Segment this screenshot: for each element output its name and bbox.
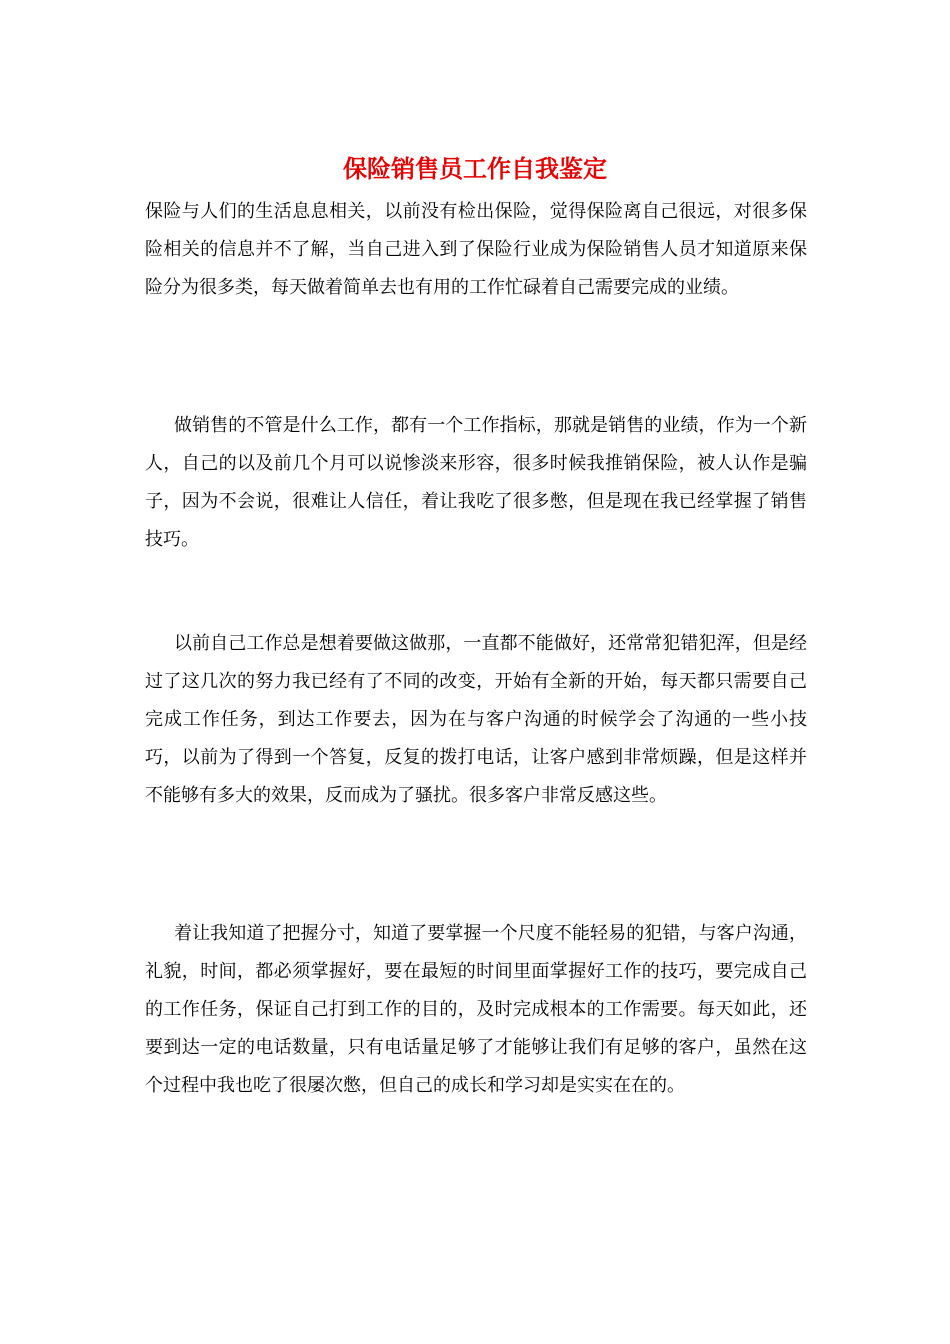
page-title: 保险销售员工作自我鉴定 <box>343 154 607 183</box>
paragraph-2: 做销售的不管是什么工作，都有一个工作指标，那就是销售的业绩，作为一个新人，自己的以及前几个月可以说惨淡来形容，很多时候我推销保险，被人认作是骗子，因为不会说，很难让人信任，着让我吃了很多憋，但是现在我已经掌握了销售技巧。 <box>145 415 807 550</box>
paragraph-3: 以前自己工作总是想着要做这做那，一直都不能做好，还常常犯错犯浑，但是经过了这几次的努力我已经有了不同的改变，开始有全新的开始，每天都只需要自己完成工作任务，到达工作要去，因为在与客户沟通的时候学会了沟通的一些小技巧，以前为了得到一个答复，反复的拨打电话，让客户感到非常烦躁，但是这样并不能够有多大的效果，反而成为了骚扰。很多客户非常反感这些。 <box>145 633 807 806</box>
paragraph-1: 保险与人们的生活息息相关，以前没有检出保险，觉得保险离自己很远，对很多保险相关的信息并不了解，当自己进入到了保险行业成为保险销售人员才知道原来保险分为很多类，每天做着简单去也有用的工作忙碌着自己需要完成的业绩。 <box>145 201 807 298</box>
paragraph-4: 着让我知道了把握分寸，知道了要掌握一个尺度不能轻易的犯错，与客户沟通，礼貌，时间，都必须掌握好，要在最短的时间里面掌握好工作的技巧，要完成自己的工作任务，保证自己打到工作的目的，及时完成根本的工作需要。每天如此，还要到达一定的电话数量，只有电话量足够了才能够让我们有足够的客户，虽然在这个过程中我也吃了很屡次憋，但自己的成长和学习却是实实在在的。 <box>145 923 807 1096</box>
